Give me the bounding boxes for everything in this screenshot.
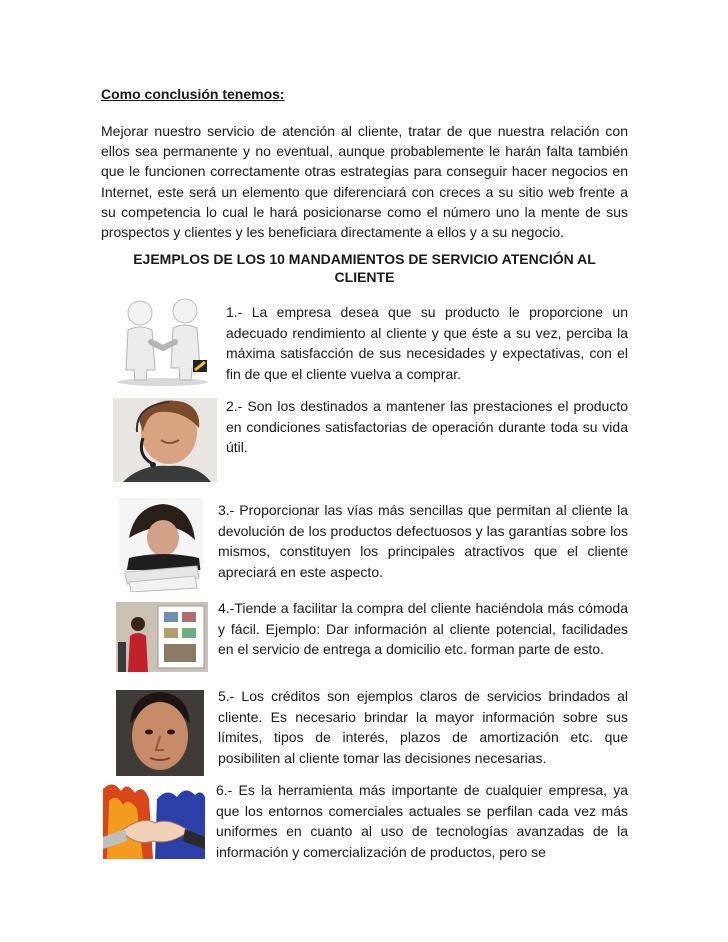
section-title-line1: EJEMPLOS DE LOS 10 MANDAMIENTOS DE SERVICIO ATENCIÓN AL <box>133 251 596 267</box>
section-title <box>101 250 628 286</box>
item-5-text: 5.- Los créditos son ejemplos claros de servicios brindados al cliente. Es necesario brindar la mayor información sobre sus límites, tipos de interés, plazos de amortización etc. que posibiliten al cliente tomar las decisiones necesarias. <box>218 688 628 766</box>
item-3-text: 3.- Proporcionar las vías más sencillas que permitan al cliente la devolución de los productos defectuosos y las garantías sobre los mismos, constituyen los principales atractivos que el cliente apreciará en este aspecto. <box>218 502 628 580</box>
conclusion-heading: Como conclusión tenemos: <box>101 86 285 102</box>
intro-paragraph: Mejorar nuestro servicio de atención al cliente, tratar de que nuestra relación con ellos sea permanente y no eventual, aunque probablemente le harán falta también que le funcionen correctamente otras estrategias para conseguir hacer negocios en Internet, este será un elemento que diferenciará con creces a su sitio web frente a su competencia lo cual le hará posicionarse como el número uno la mente de sus prospectos y clientes y les beneficiara directamente a ellos y a su negocio. <box>101 123 628 241</box>
item-4-text: 4.-Tiende a facilitar la compra del cliente haciéndola más cómoda y fácil. Ejemplo: Dar información al cliente potencial, facilidades en el servicio de entrega a domicilio etc. forman parte de esto. <box>218 600 628 657</box>
man-portrait-photo <box>116 690 204 776</box>
handshake-flames-photo <box>103 779 205 859</box>
handshake-3d-figures-icon <box>113 296 213 386</box>
headset-operator-photo <box>113 398 217 482</box>
store-customer-photo <box>116 602 208 672</box>
section-title-line2: CLIENTE <box>334 269 395 285</box>
item-1-text: 1.- La empresa desea que su producto le proporcione un adecuado rendimiento al cliente y que éste a su vez, perciba la máxima satisfacción de sus necesidades y expectativas, con el fin de que el cliente vuelva a comprar. <box>226 304 628 382</box>
stressed-worker-photo <box>119 498 203 592</box>
item-2-text: 2.- Son los destinados a mantener las prestaciones el producto en condiciones satisfactorias de operación durante toda su vida útil. <box>226 398 628 455</box>
item-6-text: 6.- Es la herramienta más importante de cualquier empresa, ya que los entornos comerciales actuales se perfilan cada vez más uniformes en cuanto al uso de tecnologías avanzadas de la información y comercialización de productos, pero se <box>216 782 628 860</box>
